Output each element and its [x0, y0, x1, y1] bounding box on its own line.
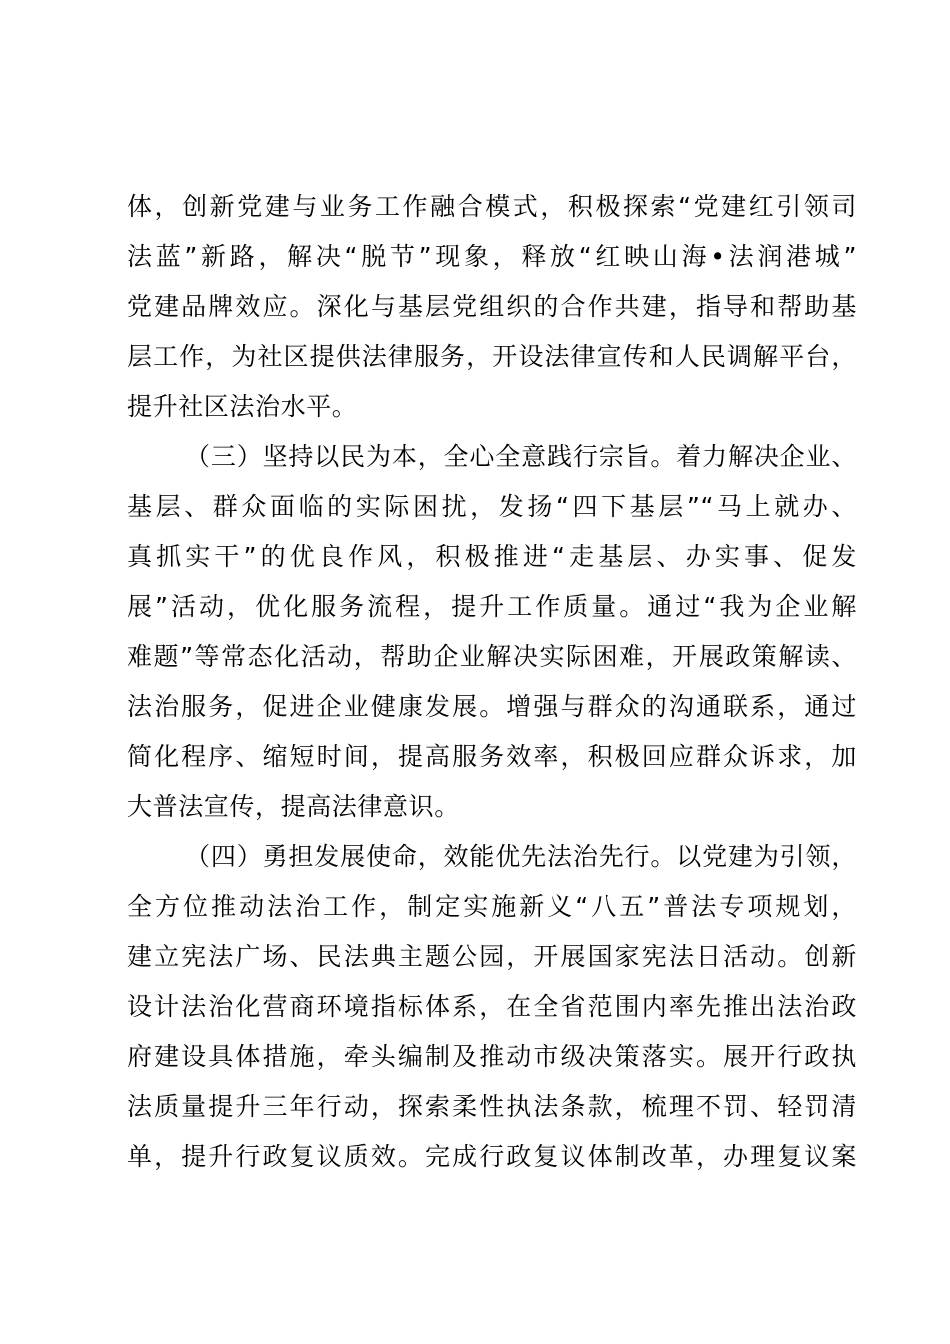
text-line: 提升社区法治水平。	[127, 392, 358, 421]
text-line: 设计法治化营商环境指标体系，在全省范围内率先推出法治政	[127, 992, 857, 1021]
text-line: 法蓝”新路，解决“脱节”现象，释放“红映山海•法润港城”	[127, 242, 857, 271]
text-line: 简化程序、缩短时间，提高服务效率，积极回应群众诉求，加	[127, 742, 857, 771]
text-line: 府建设具体措施，牵头编制及推动市级决策落实。展开行政执	[127, 1042, 857, 1071]
text-line: 党建品牌效应。深化与基层党组织的合作共建，指导和帮助基	[127, 292, 857, 321]
text-line: 层工作，为社区提供法律服务，开设法律宣传和人民调解平台，	[127, 342, 857, 371]
text-line: 法质量提升三年行动，探索柔性执法条款，梳理不罚、轻罚清	[127, 1092, 857, 1121]
text-line: 体，创新党建与业务工作融合模式，积极探索“党建红引领司	[127, 192, 857, 221]
text-line: 法治服务，促进企业健康发展。增强与群众的沟通联系，通过	[127, 692, 857, 721]
text-line: 单，提升行政复议质效。完成行政复议体制改革，办理复议案	[127, 1142, 857, 1171]
text-line: 大普法宣传，提高法律意识。	[127, 792, 460, 821]
text-line: 建立宪法广场、民法典主题公园，开展国家宪法日活动。创新	[127, 942, 857, 971]
text-line: 难题”等常态化活动，帮助企业解决实际困难，开展政策解读、	[127, 642, 857, 671]
section-heading-line: （三）坚持以民为本，全心全意践行宗旨。着力解决企业、	[185, 442, 857, 471]
section-heading-line: （四）勇担发展使命，效能优先法治先行。以党建为引领，	[185, 842, 857, 871]
text-line: 真抓实干”的优良作风，积极推进“走基层、办实事、促发	[127, 542, 857, 571]
text-line: 全方位推动法治工作，制定实施新义“八五”普法专项规划，	[127, 892, 857, 921]
text-line: 展”活动，优化服务流程，提升工作质量。通过“我为企业解	[127, 592, 857, 621]
document-body	[127, 182, 857, 1182]
text-line: 基层、群众面临的实际困扰，发扬“四下基层”“马上就办、	[127, 492, 857, 521]
